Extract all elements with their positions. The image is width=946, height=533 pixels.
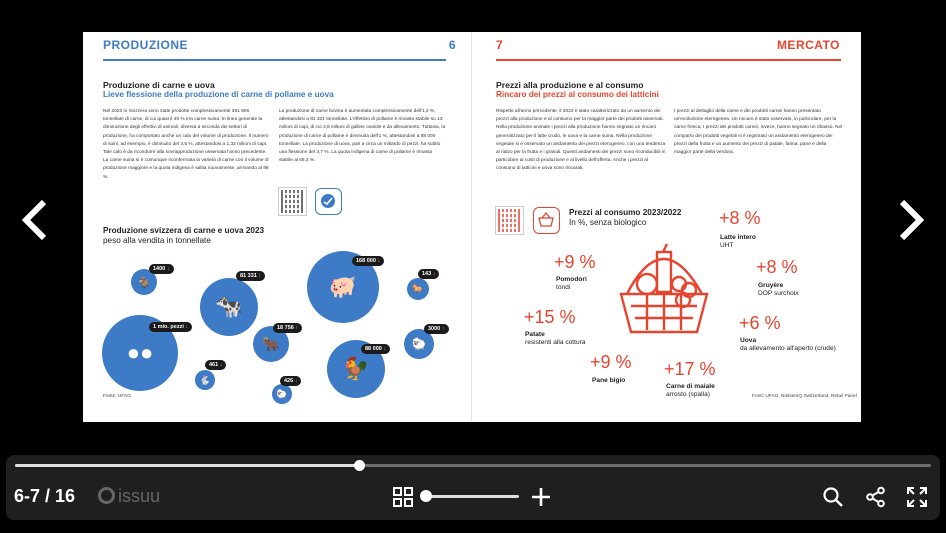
badge-icon <box>315 188 342 215</box>
chart-title-text: Prezzi al consumo 2023/2022 <box>569 208 682 217</box>
basket-badge-icon <box>533 207 560 234</box>
product-name: Latte intero <box>720 234 756 241</box>
page-number: 7 <box>496 38 504 52</box>
arrow-up-icon: ↑ <box>258 273 262 279</box>
price-change-value: +9 % <box>590 352 632 372</box>
share-button[interactable] <box>865 486 887 513</box>
pig-icon: 🐖 <box>329 274 357 299</box>
egg-icon: ●● <box>126 340 154 365</box>
rabbit-bubble <box>195 370 215 390</box>
header-rule <box>103 59 446 61</box>
chevron-left-icon <box>18 198 52 242</box>
horse-icon: 🐎 <box>411 283 425 295</box>
product-detail: DOP surchoix <box>758 290 799 297</box>
source-note: Fonte: UFAG <box>103 394 131 399</box>
source-note: Fonti: UFAG, NielsenIQ Switzerland, Retail Panel <box>752 394 857 399</box>
goat-icon: 🐐 <box>137 276 151 289</box>
chart-title-text: Produzione svizzera di carne e uova 2023 <box>103 226 265 235</box>
chart-subtitle: peso alla vendita in tonnellate <box>103 236 211 245</box>
qr-code-icon[interactable] <box>496 207 523 234</box>
value-text: 461 <box>209 362 219 368</box>
cow-icon: 🐄 <box>215 294 243 319</box>
logo-text: issuu <box>118 486 161 506</box>
product-detail: tondi <box>556 284 571 291</box>
arrow-down-icon: ↓ <box>166 266 170 272</box>
qr-code-icon[interactable] <box>279 188 306 215</box>
price-change-label <box>525 331 585 347</box>
product-name: Pane bigio <box>592 377 626 384</box>
value-text: 143 <box>422 271 432 277</box>
zoom-handle[interactable] <box>420 490 432 502</box>
share-icon <box>865 486 887 508</box>
grid-icon <box>393 487 413 507</box>
calf-icon: 🐂 <box>262 335 280 352</box>
value-label <box>424 324 449 334</box>
price-change-value: +15 % <box>524 307 576 327</box>
price-change-label <box>758 282 799 298</box>
product-name: Carne di maiale <box>666 383 715 390</box>
right-page <box>472 32 861 422</box>
article-subheading: Rincaro dei prezzi al consumo dei latticini <box>496 90 659 99</box>
price-change-value: +17 % <box>664 359 716 379</box>
issuu-logo-icon <box>98 487 115 504</box>
price-change-value: +8 % <box>719 208 761 228</box>
product-name: Uova <box>740 337 757 344</box>
grid-view-button[interactable] <box>393 487 413 512</box>
lamb-icon: 🐑 <box>276 388 288 399</box>
sheep-icon: 🐑 <box>411 337 427 351</box>
value-label <box>361 344 390 354</box>
arrow-down-icon: ↓ <box>219 362 223 368</box>
next-page-button[interactable] <box>894 198 928 251</box>
value-text: 1 mio. pezzi <box>153 324 184 330</box>
article-col-2: La produzione di carne bovina è aumentata complessivamente dell'1,4 %, attestandosi a 81 331 tonnellate. L'effettivo di pollame è rimasto stabile su 13 milioni di capi, di cui 3,8 milioni di galline ovaiole e da allevamento. Tuttavia, la produzione di carne di pollame è diminuita dell'1 %, attestandosi a 88 000 tonnellate. La produzione di uova, pari a circa un miliardo di pezzi, ha subito una flessione del 3,7 %. La quota indigena di carne di pollame è rimasta stabile al 66,3 %. <box>279 109 446 164</box>
chevron-right-icon <box>894 198 928 242</box>
value-text: 3000 <box>428 326 441 332</box>
value-label <box>280 376 301 386</box>
product-name: Patate <box>525 331 545 338</box>
arrow-down-icon: ↓ <box>377 258 381 264</box>
article-heading: Prezzi alla produzione e al consumo <box>496 80 644 90</box>
value-text: 81 331 <box>240 273 257 279</box>
zoom-slider[interactable] <box>426 495 519 498</box>
product-name: Pomodori <box>556 276 587 283</box>
chart-subtitle: In %, senza biologico <box>569 218 647 227</box>
left-page <box>83 32 472 422</box>
article-col-1: Rispetto all'anno precedente, il 2023 è stato caratterizzato da un aumento dei prezzi alla produzione e al consumo per la maggior parte dei prodotti osservati. Nella produzione animale i prezzi alla produzione hanno segnato un rincaro generalizzato per il latte crudo, le uova e la carne suina. Nella produzione vegetale si è osservato un andamento dei prezzi eterogeneo, con una tendenza al rialzo per la frutta e i granuli. Questi andamenti dei prezzi sono riconducibili in particolare ai costi di produzione e al livello dell'offerta. Anche i prezzi al consumo di latticini e uova sono rincarati. <box>496 109 666 172</box>
page-progress-bar[interactable] <box>15 464 931 467</box>
lamb-bubble <box>272 384 292 404</box>
value-text: 1400 <box>153 266 166 272</box>
article-heading: Produzione di carne e uova <box>103 80 215 90</box>
product-detail: da allevamento all'aperto (crude) <box>740 345 836 352</box>
value-text: 18 756 <box>277 325 294 331</box>
value-text: 426 <box>284 378 294 384</box>
value-label <box>236 271 265 281</box>
article-col-1: Nel 2023 in Svizzera sono state prodotte complessivamente 361 906 tonnellate di carne, di cui quasi il 45 % era carne suina. In linea generale la diminuzione degli effettivi di animali, diversa a seconda dei settori di produzione, ha comportato anche un calo del volume di produzione. Il numero di suini, ad esempio, è diminuito del 3,5 %, attestandosi a 1,32 milioni di capi. Tale calo è da ricondurre alla sovrapproduzione osservata l'anno precedente. La carne suina si è comunque riconfermata la varietà di carne con il volume di produzione maggiore e la quota indigena è salita nuovamente, arrivando al 98 %. <box>103 109 269 180</box>
article-subheading: Lieve flessione della produzione di carne di pollame e uova <box>103 90 334 99</box>
arrow-down-icon: ↓ <box>432 271 436 277</box>
rabbit-icon: 🐇 <box>199 374 211 385</box>
value-text: 168 000 <box>356 258 376 264</box>
value-text: 88 000 <box>365 346 382 352</box>
arrow-up-icon: ↑ <box>295 325 299 331</box>
issuu-logo[interactable] <box>98 486 160 507</box>
chicken-icon: 🐓 <box>342 356 370 381</box>
product-name: Gruyère <box>758 282 784 289</box>
cow-bubble <box>200 278 258 336</box>
arrow-down-icon: ↓ <box>383 346 387 352</box>
price-change-label <box>666 383 715 399</box>
article-col-2: I prezzi al dettaglio della carne e dei prodotti carnei hanno presentato un'evoluzione eterogenea. Un rincaro è stato osservato, in particolare, per la carne fresca. I prezzi dei prodotti carnei, invece, hanno segnato un ribasso. Nel comparto dei prodotti vegetali si è registrato un andamento eterogeneo dei prezzi della frutta e un aumento dei prezzi di patate, farina, pane e della maggior parte della verdura. <box>674 109 843 156</box>
plus-icon <box>530 486 552 508</box>
chart-title <box>569 208 681 228</box>
price-change-value: +8 % <box>756 257 798 277</box>
header-rule <box>496 59 841 61</box>
page-indicator: 6-7 / 16 <box>14 486 76 506</box>
page-number: 6 <box>448 38 456 52</box>
price-change-value: +9 % <box>554 252 596 272</box>
viewer-toolbar <box>6 455 940 520</box>
product-detail: UHT <box>720 242 734 249</box>
arrow-down-icon: ↓ <box>185 324 189 330</box>
value-label <box>205 360 226 370</box>
value-label <box>352 256 384 266</box>
search-button[interactable] <box>822 486 844 513</box>
product-detail: resistenti alla cottura <box>525 339 586 346</box>
section-title: MERCATO <box>776 38 840 52</box>
value-label <box>418 269 439 279</box>
chart-title <box>103 226 264 246</box>
fullscreen-button[interactable] <box>906 486 928 513</box>
fullscreen-icon <box>906 486 928 508</box>
previous-page-button[interactable] <box>18 198 52 251</box>
basket-icon <box>617 234 712 339</box>
product-detail: arrosto (spalla) <box>666 391 710 398</box>
progress-handle[interactable] <box>354 460 365 471</box>
price-change-label <box>592 377 625 385</box>
price-change-label <box>720 234 756 250</box>
zoom-in-button[interactable] <box>530 486 552 513</box>
value-label <box>273 323 302 333</box>
price-change-label <box>740 337 850 353</box>
value-label <box>149 264 174 274</box>
search-icon <box>822 486 844 508</box>
price-change-label <box>556 276 587 292</box>
price-change-value: +6 % <box>739 313 781 333</box>
horse-bubble <box>407 278 429 300</box>
section-title: PRODUZIONE <box>103 38 189 52</box>
progress-fill <box>15 464 359 467</box>
arrow-down-icon: ↓ <box>294 378 298 384</box>
value-label <box>149 322 192 332</box>
arrow-up-icon: ↑ <box>441 326 445 332</box>
